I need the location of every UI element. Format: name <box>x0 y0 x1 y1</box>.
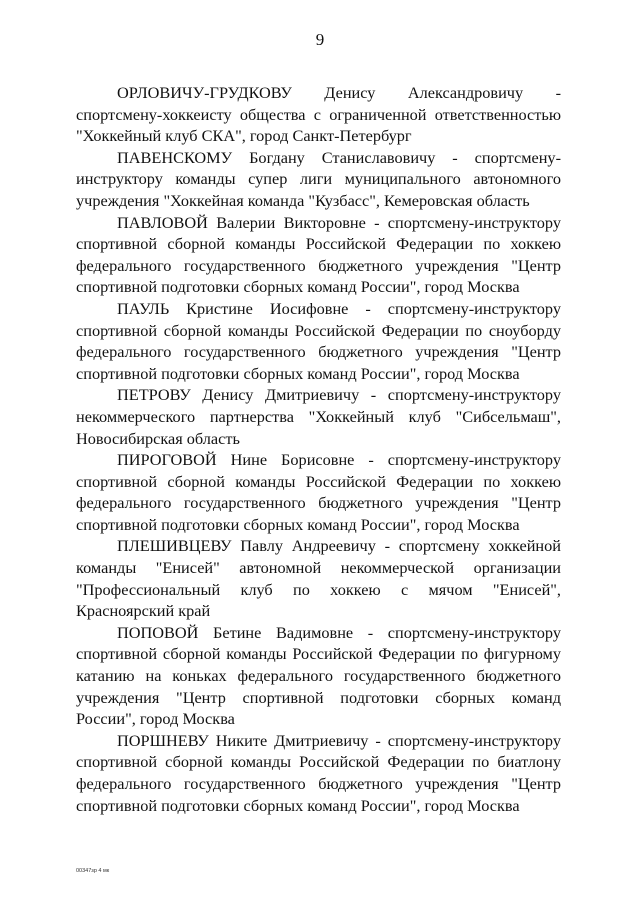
list-item-pavensky: ПАВЕНСКОМУ Богдану Станиславовичу - спортсмену-инструктору команды супер лиги муниципального автономного учреждения "Хоккейная команда "Кузбасс", Кемеровская область <box>76 147 561 210</box>
list-item-pleshivtsev: ПЛЕШИВЦЕВУ Павлу Андреевичу - спортсмену хоккейной команды "Енисей" автономной некоммерческой организации "Профессиональный клуб по хоккею с мячом "Енисей", Красноярский край <box>76 536 561 621</box>
list-item-pirogova: ПИРОГОВОЙ Нине Борисовне - спортсмену-инструктору спортивной сборной команды Российской Федерации по хоккею федерального государственного бюджетного учреждения "Центр спортивной подготовки сборных команд России", город Москва <box>76 450 561 534</box>
list-item-porshnev: ПОРШНЕВУ Никите Дмитриевичу - спортсмену-инструктору спортивной сборной команды Российской Федерации по биатлону федерального государственного бюджетного учреждения "Центр спортивной подготовки сборных команд России", город Москва <box>76 730 561 815</box>
page-number: 9 <box>315 30 325 49</box>
award-list <box>76 82 561 816</box>
list-item-petrov: ПЕТРОВУ Денису Дмитриевичу - спортсмену-инструктору некоммерческого партнерства "Хоккейный клуб "Сибсельмаш", Новосибирская область <box>76 385 561 448</box>
document-footer-code: 00347зр 4 мк <box>76 868 110 874</box>
list-item-orlovich-grudkov: ОРЛОВИЧУ-ГРУДКОВУ Денису Александровичу - спортсмену-хоккеисту общества с ограниченной ответственностью "Хоккейный клуб СКА", город Санкт-Петербург <box>76 83 561 146</box>
list-item-paul: ПАУЛЬ Кристине Иосифовне - спортсмену-инструктору спортивной сборной команды Российской Федерации по сноуборду федерального государственного бюджетного учреждения "Центр спортивной подготовки сборных команд России", город Москва <box>76 298 561 383</box>
list-item-popova: ПОПОВОЙ Бетине Вадимовне - спортсмену-инструктору спортивной сборной команды Российской Федерации по фигурному катанию на коньках федерального государственного бюджетного учреждения "Центр спортивной подготовки сборных команд России", город Москва <box>76 622 561 729</box>
list-item-pavlova: ПАВЛОВОЙ Валерии Викторовне - спортсмену-инструктору спортивной сборной команды Российской Федерации по хоккею федерального государственного бюджетного учреждения "Центр спортивной подготовки сборных команд России", город Москва <box>76 212 561 297</box>
